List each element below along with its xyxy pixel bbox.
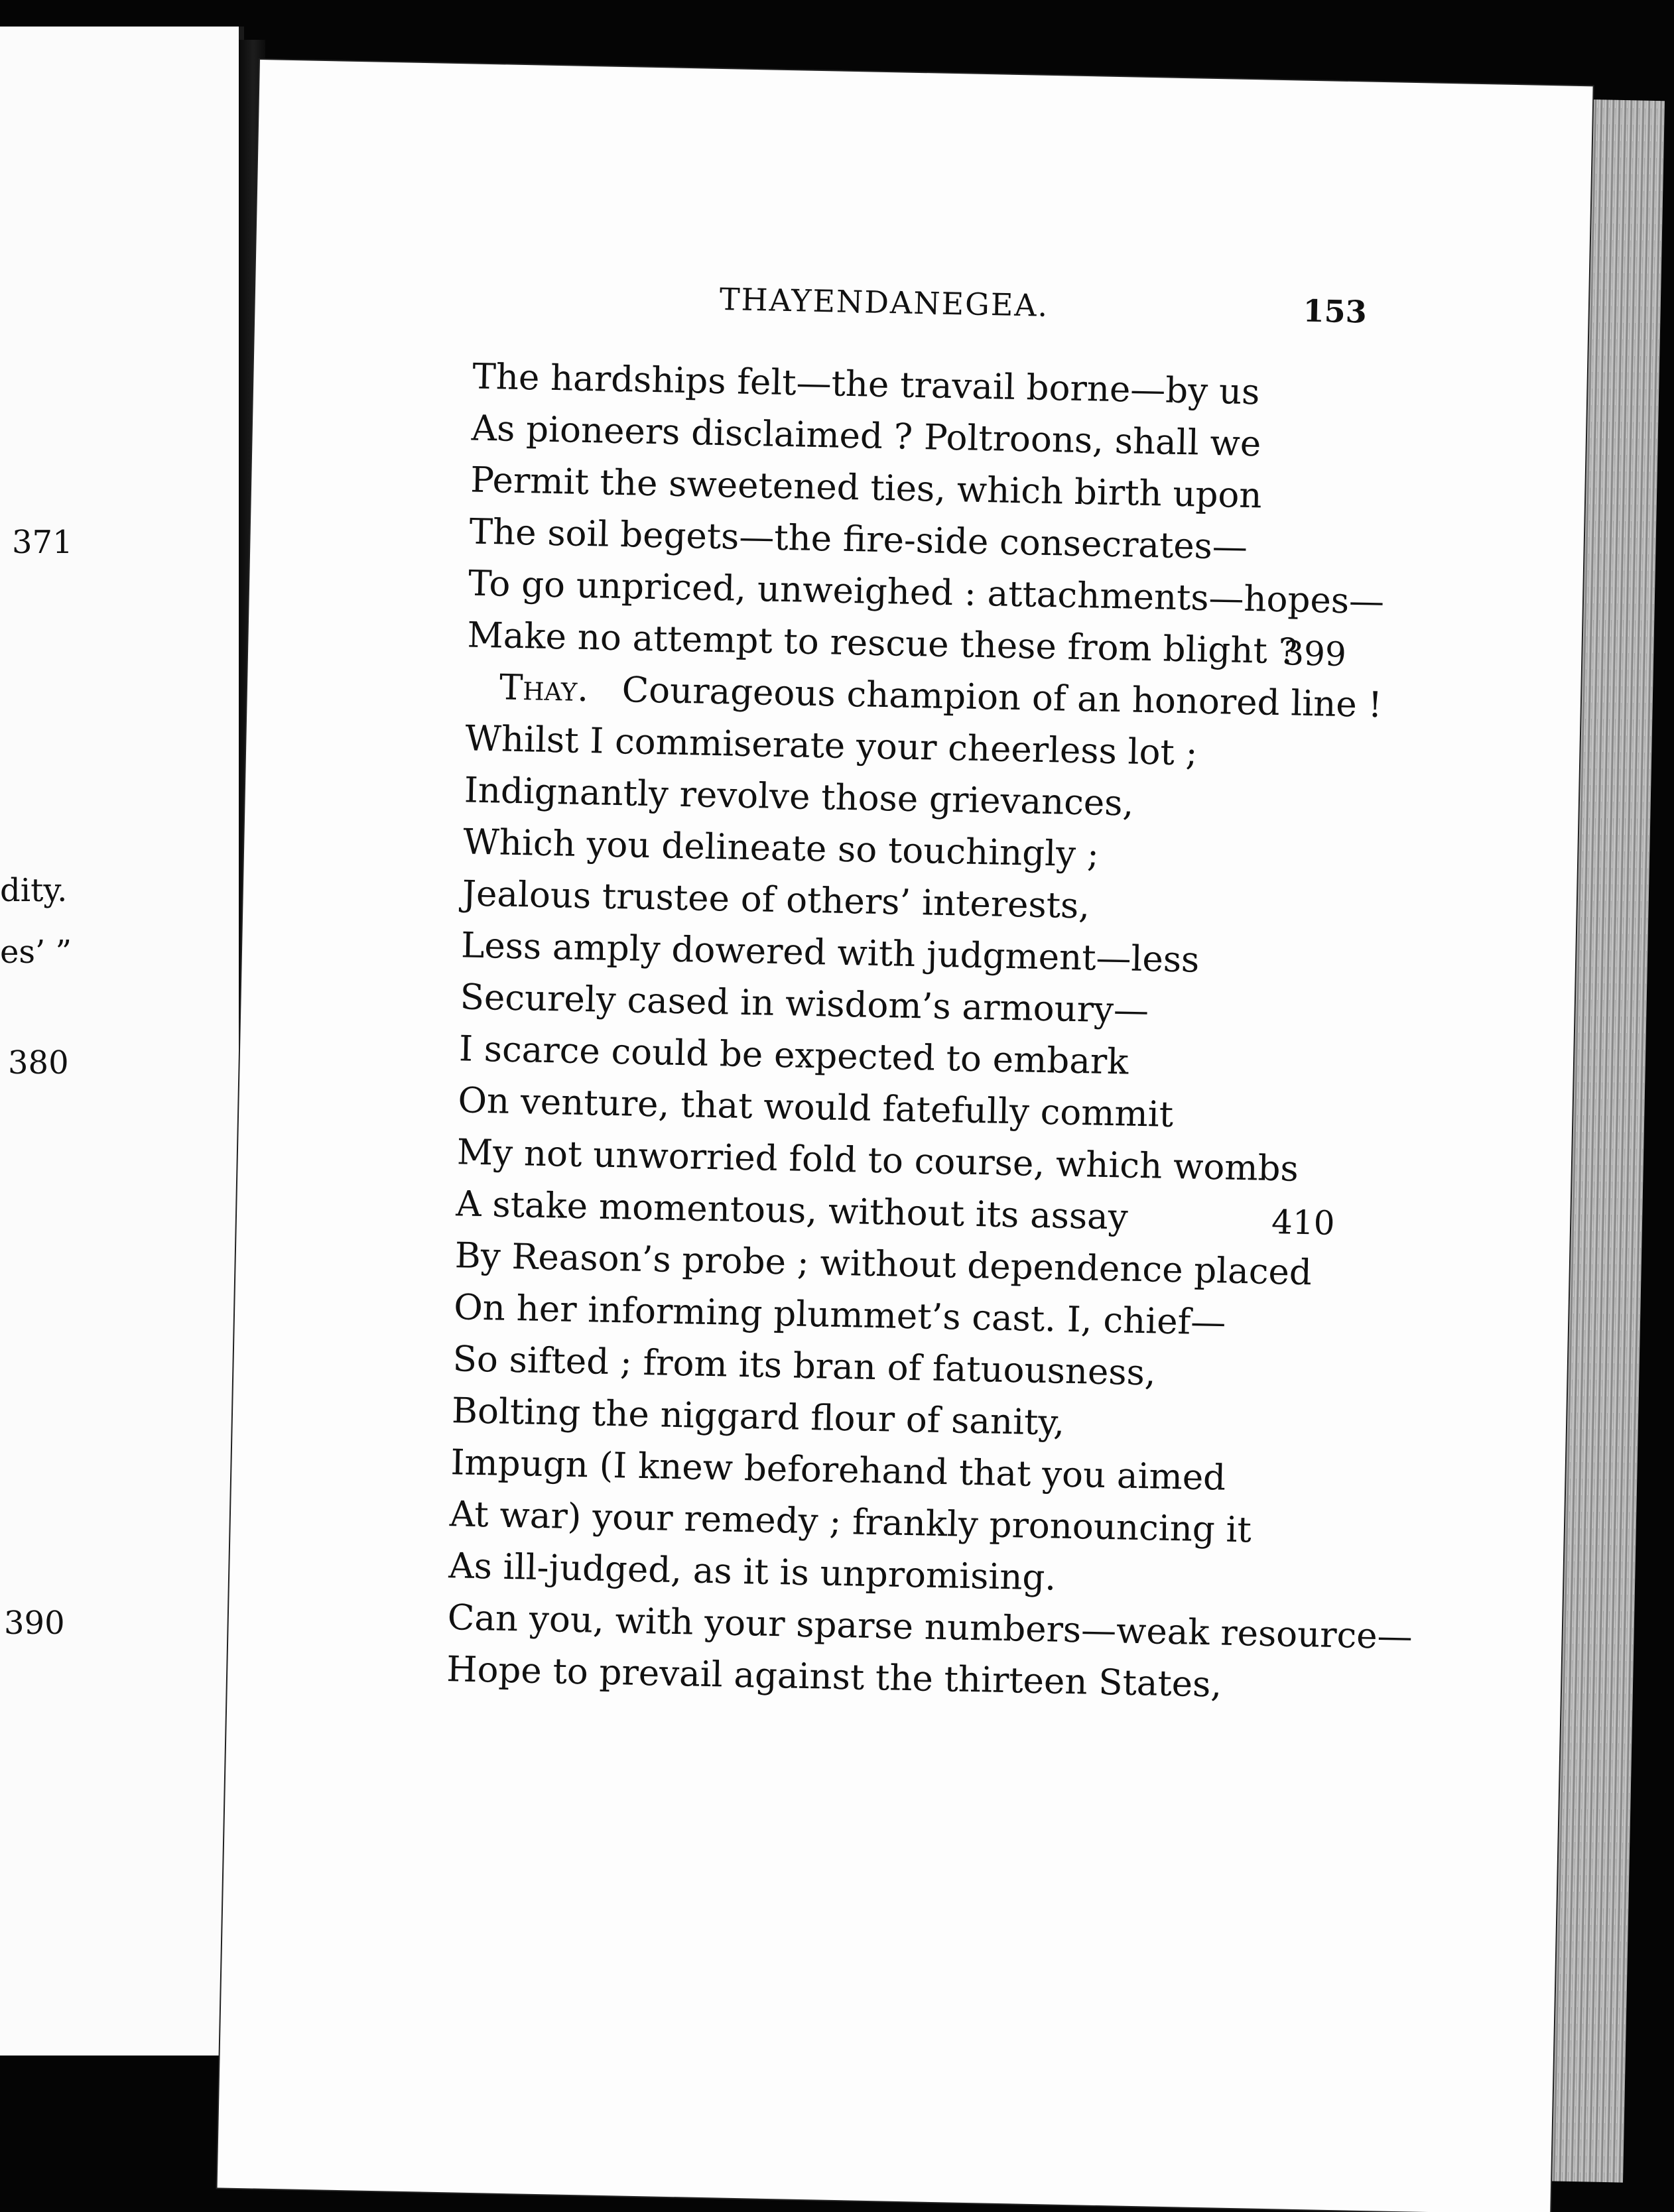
verse-line: The soil begets—the fire-side consecrates— xyxy=(469,511,1248,568)
verse-line: At war) your remedy ; frankly pronouncing it xyxy=(449,1494,1252,1551)
verse-line: My not unworried fold to course, which wombs xyxy=(456,1132,1299,1190)
verse-line: As ill-judged, as it is unpromising. xyxy=(448,1546,1057,1599)
left-line-number-390: 390 xyxy=(4,1605,65,1642)
right-page xyxy=(218,60,1593,2212)
left-text-fragment-es: es’ ” xyxy=(0,934,72,971)
verse-line: I scarce could be expected to embark xyxy=(458,1028,1129,1083)
verse-line: A stake momentous, without its assay xyxy=(455,1184,1129,1238)
verse-line: So sifted ; from its bran of fatuousness, xyxy=(452,1339,1157,1394)
verse-line: Less amply dowered with judgment—less xyxy=(460,925,1200,981)
verse-line: Jealous trustee of others’ interests, xyxy=(462,873,1090,927)
verse-line: Indignantly revolve those grievances, xyxy=(464,770,1134,824)
page-number: 153 xyxy=(1303,292,1368,330)
verse-line: Hope to prevail against the thirteen States, xyxy=(446,1649,1222,1705)
verse-line: Make no attempt to rescue these from blight ? xyxy=(467,615,1298,672)
left-line-number-380: 380 xyxy=(8,1044,69,1081)
verse-line: To go unpriced, unweighed : attachments—hopes— xyxy=(468,563,1385,623)
line-number-410: 410 xyxy=(1271,1202,1336,1243)
left-page xyxy=(0,27,244,2056)
running-head: THAYENDANEGEA. xyxy=(719,280,1049,324)
verse-line-speech-start: Thay. Courageous champion of an honored line ! xyxy=(499,667,1383,726)
verse-line: Permit the sweetened ties, which birth upon xyxy=(470,460,1263,517)
verse-line: Securely cased in wisdom’s armoury— xyxy=(460,977,1149,1032)
verse-line: By Reason’s probe ; without dependence placed xyxy=(454,1235,1313,1294)
speaker-name: Thay. xyxy=(499,667,589,710)
verse-line: As pioneers disclaimed ? Poltroons, shall we xyxy=(471,408,1261,465)
verse-line: The hardships felt—the travail borne—by us xyxy=(472,356,1260,413)
verse-line: Impugn (I knew beforehand that you aimed xyxy=(450,1442,1226,1499)
verse-line: Bolting the niggard flour of sanity, xyxy=(451,1390,1065,1444)
verse-line: On venture, that would fatefully commit xyxy=(457,1080,1174,1135)
verse-line: On her informing plummet’s cast. I, chief— xyxy=(453,1287,1226,1343)
line-number-399: 399 xyxy=(1282,634,1347,674)
verse-line: Which you delineate so touchingly ; xyxy=(462,822,1100,875)
left-line-number-371: 371 xyxy=(12,524,73,561)
verse-line: Can you, with your sparse numbers—weak resource— xyxy=(447,1597,1413,1658)
left-text-fragment-dity: dity. xyxy=(0,872,68,909)
verse-line: Whilst I commiserate your cheerless lot ; xyxy=(464,718,1198,774)
